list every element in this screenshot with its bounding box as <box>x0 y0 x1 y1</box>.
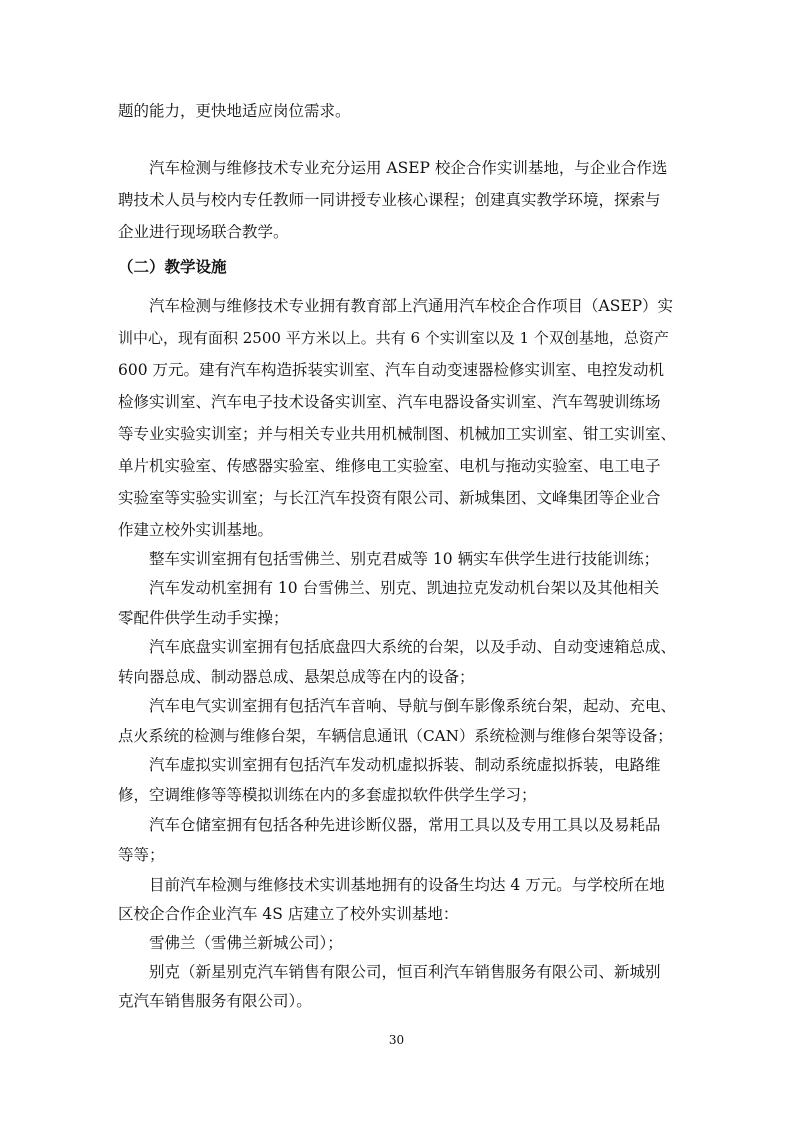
paragraph-line: 雪佛兰（雪佛兰新城公司）； <box>149 934 343 952</box>
paragraph-line: 汽车仓储室拥有包括各种先进诊断仪器，常用工具以及专用工具以及易耗品 <box>149 816 661 834</box>
paragraph-line: 实验室等实验实训室；与长江汽车投资有限公司、新城集团、文峰集团等企业合 <box>118 489 661 507</box>
paragraph-line: 汽车底盘实训室拥有包括底盘四大系统的台架，以及手动、自动变速箱总成、 <box>149 638 677 656</box>
page-number: 30 <box>388 1033 405 1047</box>
paragraph-line: 汽车检测与维修技术专业充分运用 ASEP 校企合作实训基地，与企业合作选 <box>149 159 668 177</box>
paragraph-line: 汽车虚拟实训室拥有包括汽车发动机虚拟拆装、制动系统虚拟拆装，电路维 <box>149 756 661 774</box>
paragraph-line: 600 万元。建有汽车构造拆装实训室、汽车自动变速器检修实训室、电控发动机 <box>118 361 665 379</box>
paragraph-line: 区校企合作企业汽车 4S 店建立了校外实训基地： <box>118 905 459 923</box>
paragraph-line: 单片机实验室、传感器实验室、维修电工实验室、电机与拖动实验室、电工电子 <box>118 457 661 475</box>
paragraph-line: 汽车电气实训室拥有包括汽车音响、导航与倒车影像系统台架，起动、充电、 <box>149 697 677 715</box>
paragraph-line: 汽车检测与维修技术专业拥有教育部上汽通用汽车校企合作项目（ASEP）实 <box>149 297 674 315</box>
paragraph-line: 等专业实验实训室；并与相关专业共用机械制图、机械加工实训室、钳工实训室、 <box>118 425 677 443</box>
paragraph-line: 整车实训室拥有包括雪佛兰、别克君威等 10 辆实车供学生进行技能训练； <box>149 550 660 568</box>
paragraph-line: 企业进行现场联合教学。 <box>118 223 289 241</box>
paragraph-line: 别克（新星别克汽车销售有限公司，恒百利汽车销售服务有限公司、新城别 <box>149 963 661 981</box>
paragraph-line: 汽车发动机室拥有 10 台雪佛兰、别克、凯迪拉克发动机台架以及其他相关 <box>149 579 660 597</box>
paragraph-line: 目前汽车检测与维修技术实训基地拥有的设备生均达 4 万元。与学校所在地 <box>149 876 665 894</box>
paragraph-line: 克汽车销售服务有限公司）。 <box>118 992 312 1010</box>
paragraph-line: 修，空调维修等等模拟训练在内的多套虚拟软件供学生学习； <box>118 786 537 804</box>
paragraph-line: 转向器总成、制动器总成、悬架总成等在内的设备； <box>118 668 475 686</box>
paragraph-line: 点火系统的检测与维修台架，车辆信息通讯（CAN）系统检测与维修台架等设备； <box>118 727 673 745</box>
paragraph-line: 零配件供学生动手实操； <box>118 609 289 627</box>
paragraph-line: 等等； <box>118 846 165 864</box>
section-heading: （二）教学设施 <box>118 258 227 276</box>
paragraph-line: 训中心，现有面积 2500 平方米以上。共有 6 个实训室以及 1 个双创基地，总资产 <box>118 329 669 347</box>
paragraph-line: 聘技术人员与校内专任教师一同讲授专业核心课程；创建真实教学环境，探索与 <box>118 191 661 209</box>
paragraph-line: 作建立校外实训基地。 <box>118 521 274 539</box>
paragraph-line: 题的能力，更快地适应岗位需求。 <box>118 102 351 120</box>
paragraph-line: 检修实训室、汽车电子技术设备实训室、汽车电器设备实训室、汽车驾驶训练场 <box>118 393 661 411</box>
